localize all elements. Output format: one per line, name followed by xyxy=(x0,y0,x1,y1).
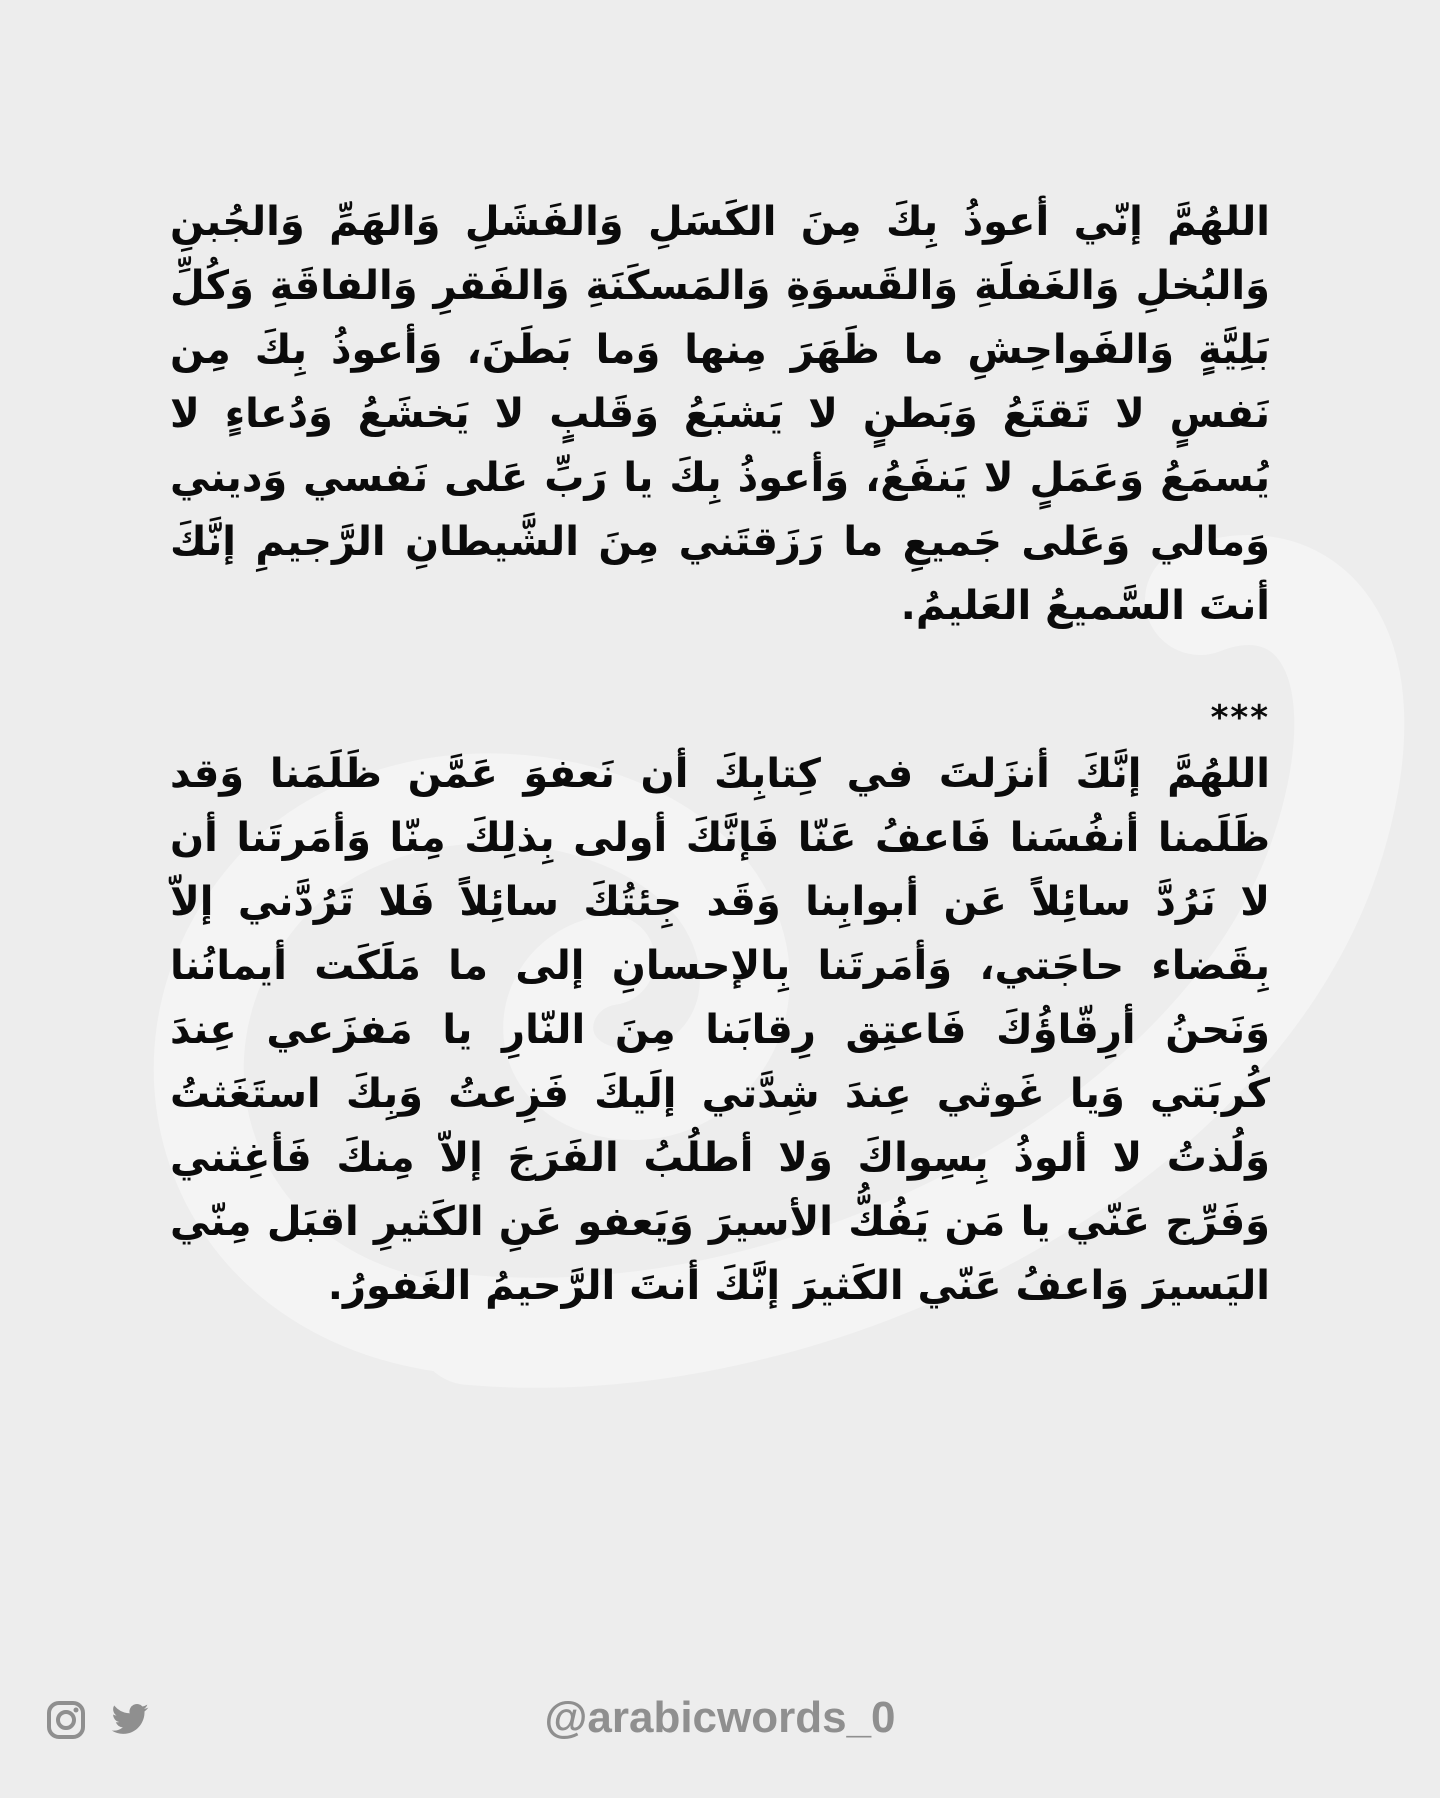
prayer-paragraph-1: اللهُمَّ إنّي أعوذُ بِكَ مِنَ الكَسَلِ وَالفَشَلِ وَالهَمِّ وَالجُبنِ وَالبُخلِ وَالغَفلَةِ وَالقَسوَةِ وَالمَسكَنَةِ وَالفَقرِ وَالفاقَةِ وَكُلِّ بَلِيَّةٍ وَالفَواحِشِ ما ظَهَرَ مِنها وَما بَطَنَ، وَأعوذُ بِكَ مِن نَفسٍ لا تَقتَعُ وَبَطنٍ لا يَشبَعُ وَقَلبٍ لا يَخشَعُ وَدُعاءٍ لا يُسمَعُ وَعَمَلٍ لا يَنفَعُ، وَأعوذُ بِكَ يا رَبِّ عَلى نَفسي وَديني وَمالي وَعَلى جَميعِ ما رَزَقتَني مِنَ الشَّيطانِ الرَّجيمِ إنَّكَ أنتَ السَّميعُ العَليمُ. xyxy=(170,199,1270,629)
prayer-paragraph-2: اللهُمَّ إنَّكَ أنزَلتَ في كِتابِكَ أن نَعفوَ عَمَّن ظَلَمَنا وَقد ظَلَمنا أنفُسَنا فَاعفُ عَنّا فَإنَّكَ أولى بِذلِكَ مِنّا وَأمَرتَنا أن لا نَرُدَّ سائِلاً عَن أبوابِنا وَقَد جِئتُكَ سائِلاً فَلا تَرُدَّني إلاّ بِقَضاء حاجَتي، وَأمَرتَنا بِالإحسانِ إلى ما مَلَكَت أيمانُنا وَنَحنُ أرِقّاؤُكَ فَاعتِق رِقابَنا مِنَ النّارِ يا مَفزَعي عِندَ كُربَتي وَيا غَوثي عِندَ شِدَّتي إلَيكَ فَزِعتُ وَبِكَ استَغَثتُ وَلُذتُ لا ألوذُ بِسِواكَ وَلا أطلُبُ الفَرَجَ إلاّ مِنكَ فَأغِثني وَفَرِّج عَنّي يا مَن يَفُكُّ الأسيرَ وَيَعفو عَنِ الكَثيرِ اقبَل مِنّي اليَسيرَ وَاعفُ عَنّي الكَثيرَ إنَّكَ أنتَ الرَّحيمُ الغَفورُ. xyxy=(170,751,1270,1309)
footer xyxy=(0,1688,1440,1748)
account-handle: @arabicwords_0 xyxy=(544,1693,896,1742)
prayer-text xyxy=(170,190,1270,1318)
section-separator: *** xyxy=(1210,698,1270,738)
